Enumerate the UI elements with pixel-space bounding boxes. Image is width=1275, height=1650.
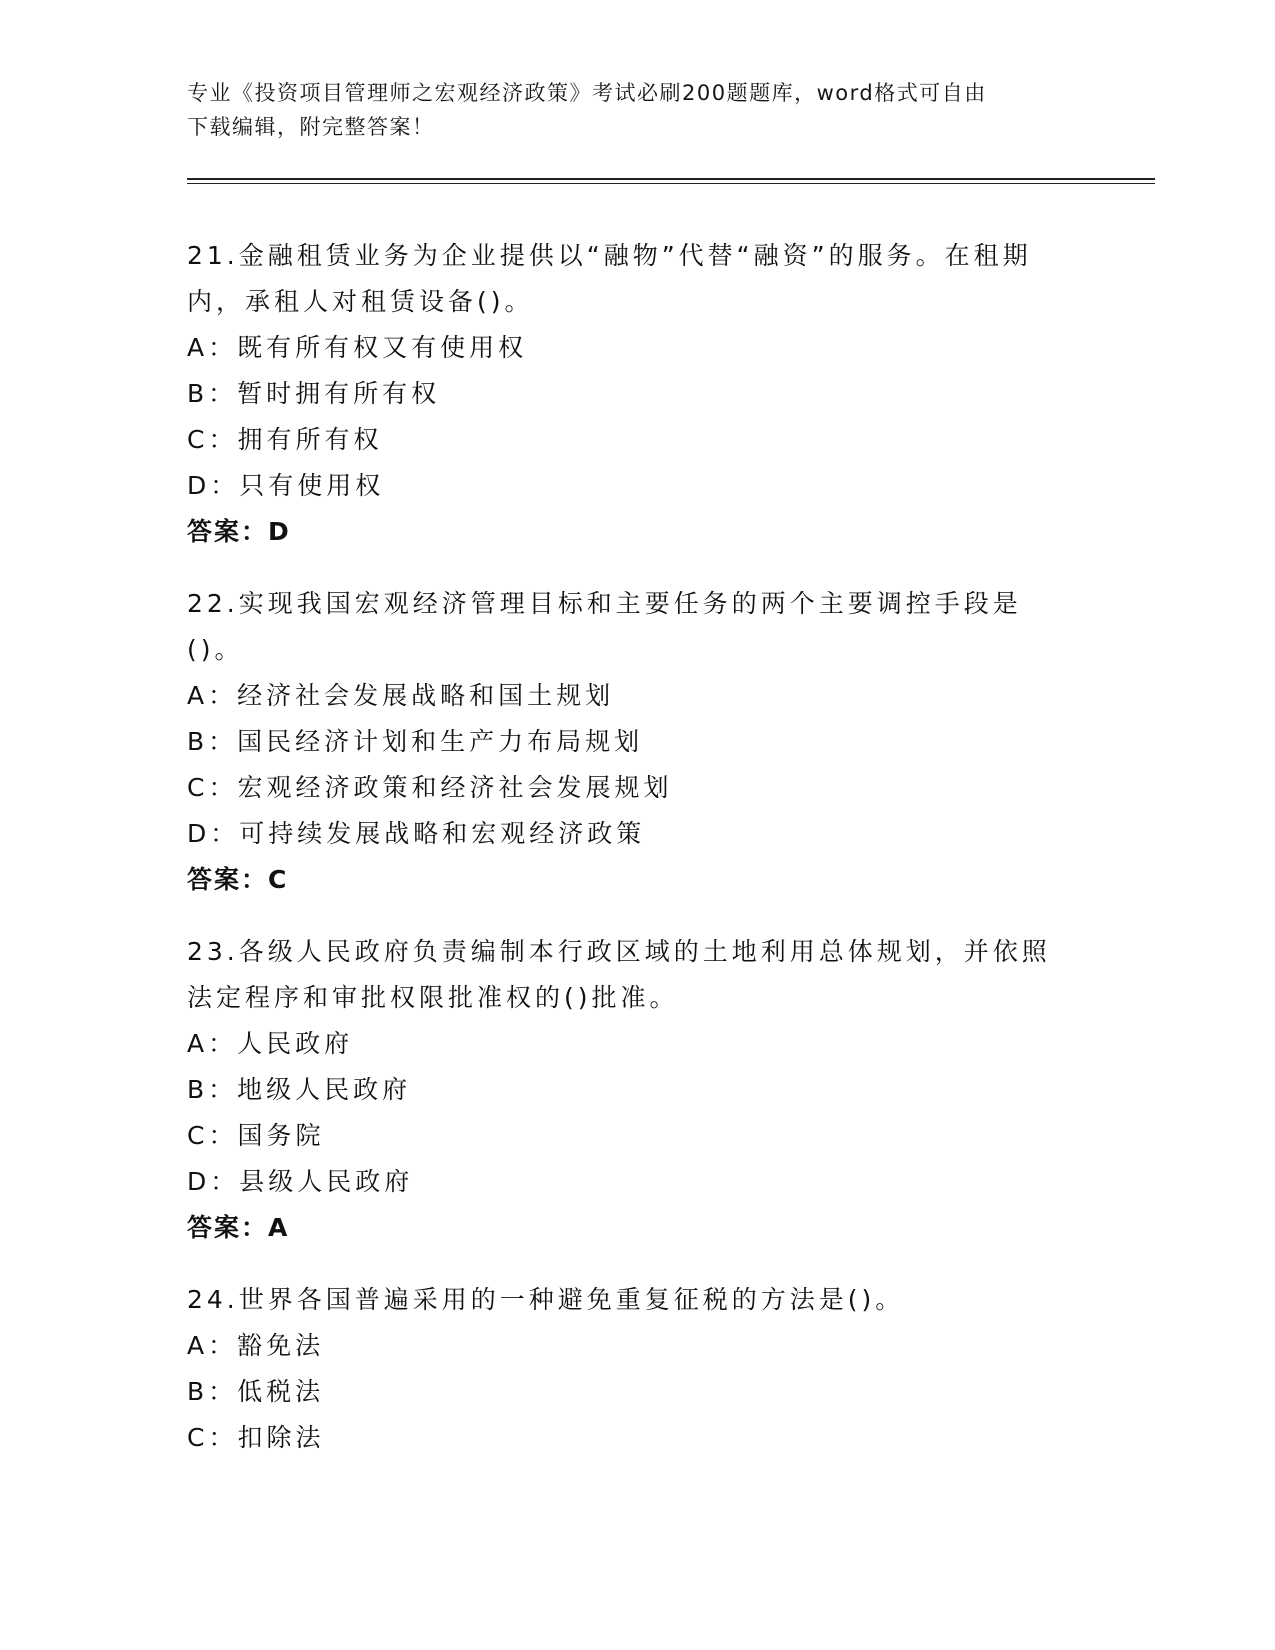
- option-c: C：国务院: [187, 1121, 325, 1150]
- answer-value: A: [268, 1213, 290, 1242]
- option-a: A：豁免法: [187, 1331, 325, 1360]
- option-a: A：经济社会发展战略和国土规划: [187, 681, 615, 710]
- question-23: [187, 929, 1087, 1251]
- question-21: [187, 233, 1087, 555]
- question-list: [187, 233, 1087, 1487]
- question-text: 22.实现我国宏观经济管理目标和主要任务的两个主要调控手段是()。: [187, 589, 1022, 664]
- option-b: B：低税法: [187, 1377, 325, 1406]
- document-header: [187, 76, 1067, 144]
- question-22: [187, 581, 1087, 903]
- header-divider-thick: [187, 178, 1155, 180]
- header-line-1: 专业《投资项目管理师之宏观经济政策》考试必刷200题题库，word格式可自由: [187, 81, 987, 105]
- option-d: D：县级人民政府: [187, 1167, 414, 1196]
- option-c: C：宏观经济政策和经济社会发展规划: [187, 773, 673, 802]
- option-a: A：人民政府: [187, 1029, 354, 1058]
- question-text: 24.世界各国普遍采用的一种避免重复征税的方法是()。: [187, 1285, 905, 1314]
- answer-label: 答案：: [187, 1213, 269, 1242]
- answer-label: 答案：: [187, 517, 269, 546]
- answer: [187, 509, 1087, 555]
- header-divider-thin: [187, 183, 1155, 184]
- option-b: B：暂时拥有所有权: [187, 379, 441, 408]
- option-a: A：既有所有权又有使用权: [187, 333, 528, 362]
- answer: [187, 1205, 1087, 1251]
- answer-label: 答案：: [187, 865, 269, 894]
- header-line-2: 下载编辑，附完整答案！: [187, 115, 435, 139]
- answer-value: D: [268, 517, 291, 546]
- answer-value: C: [268, 865, 289, 894]
- option-c: C：扣除法: [187, 1423, 325, 1452]
- option-d: D：可持续发展战略和宏观经济政策: [187, 819, 646, 848]
- option-b: B：国民经济计划和生产力布局规划: [187, 727, 644, 756]
- question-text: 21.金融租赁业务为企业提供以“融物”代替“融资”的服务。在租期内，承租人对租赁设备()。: [187, 241, 1032, 316]
- option-d: D：只有使用权: [187, 471, 385, 500]
- answer: [187, 857, 1087, 903]
- question-24: [187, 1277, 1087, 1461]
- question-text: 23.各级人民政府负责编制本行政区域的土地利用总体规划，并依照法定程序和审批权限批准权的()批准。: [187, 937, 1051, 1012]
- option-b: B：地级人民政府: [187, 1075, 412, 1104]
- option-c: C：拥有所有权: [187, 425, 383, 454]
